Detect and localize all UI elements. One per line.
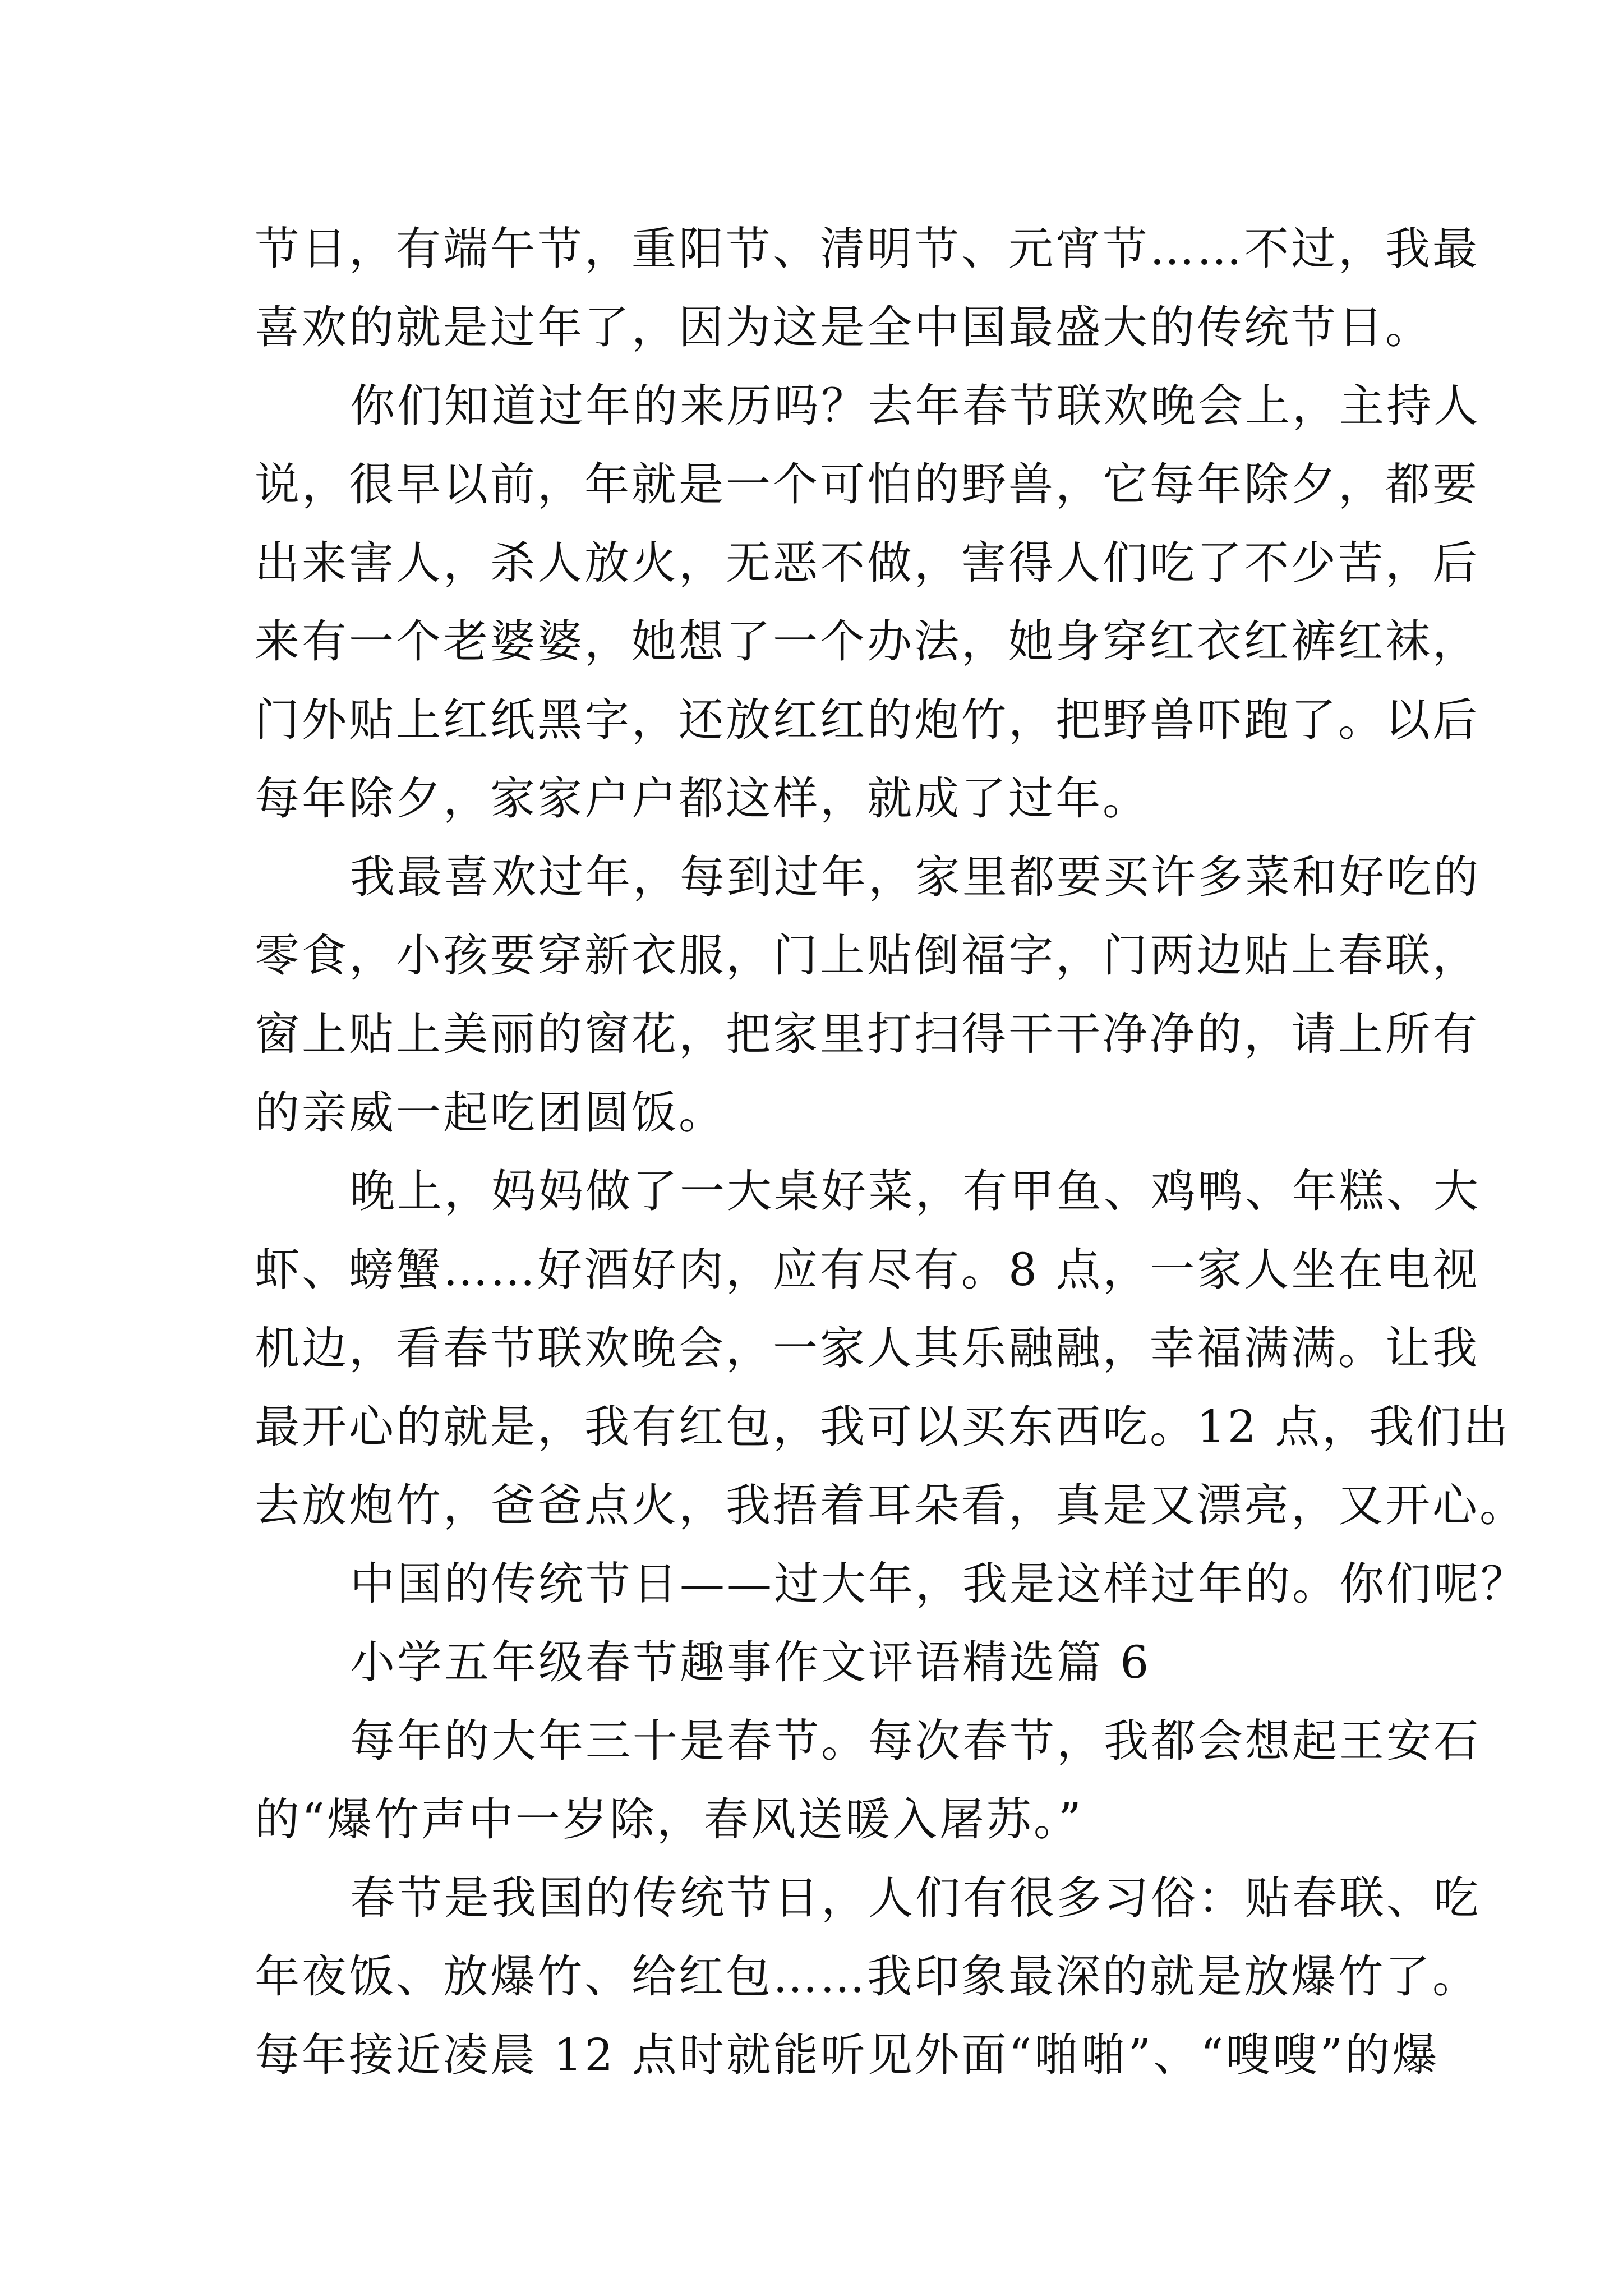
paragraph-start-line: 晚上，妈妈做了一大桌好菜，有甲鱼、鸡鸭、年糕、大 — [350, 1165, 1481, 1217]
paragraph-start-line: 我最喜欢过年，每到过年，家里都要买许多菜和好吃的 — [350, 851, 1481, 903]
text-line: 每年接近凌晨 12 点时就能听见外面“啪啪”、“嗖嗖”的爆 — [255, 2029, 1440, 2081]
paragraph-start-line: 每年的大年三十是春节。每次春节，我都会想起王安石 — [350, 1715, 1481, 1767]
text-line: 喜欢的就是过年了，因为这是全中国最盛大的传统节日。 — [255, 301, 1432, 353]
text-line: 机边，看春节联欢晚会，一家人其乐融融，幸福满满。让我 — [255, 1322, 1479, 1374]
text-line: 节日，有端午节，重阳节、清明节、元宵节……不过，我最 — [255, 223, 1479, 275]
paragraph-start-line: 中国的传统节日——过大年，我是这样过年的。你们呢？ — [350, 1558, 1528, 1610]
text-line: 年夜饭、放爆竹、给红包……我印象最深的就是放爆竹了。 — [255, 1950, 1479, 2003]
text-line: 最开心的就是，我有红包，我可以买东西吃。12 点，我们出 — [255, 1401, 1511, 1453]
text-line: 说，很早以前，年就是一个可怕的野兽，它每年除夕，都要 — [255, 458, 1479, 510]
text-line: 出来害人，杀人放火，无恶不做，害得人们吃了不少苦，后 — [255, 537, 1479, 589]
text-line: 来有一个老婆婆，她想了一个办法，她身穿红衣红裤红袜， — [255, 615, 1479, 668]
text-line: 的亲威一起吃团圆饭。 — [255, 1087, 726, 1139]
text-line: 的“爆竹声中一岁除，春风送暖入屠苏。” — [255, 1793, 1083, 1846]
text-line: 零食，小孩要穿新衣服，门上贴倒福字，门两边贴上春联， — [255, 930, 1479, 982]
section-heading: 小学五年级春节趣事作文评语精选篇 6 — [350, 1636, 1151, 1688]
paragraph-start-line: 你们知道过年的来历吗？去年春节联欢晚会上，主持人 — [350, 380, 1481, 432]
text-line: 门外贴上红纸黑字，还放红红的炮竹，把野兽吓跑了。以后 — [255, 694, 1479, 746]
text-line: 窗上贴上美丽的窗花，把家里打扫得干干净净的，请上所有 — [255, 1008, 1479, 1060]
body-text — [255, 210, 1528, 2095]
text-line: 去放炮竹，爸爸点火，我捂着耳朵看，真是又漂亮，又开心。 — [255, 1479, 1527, 1531]
text-line: 虾、螃蟹……好酒好肉，应有尽有。8 点，一家人坐在电视 — [255, 1244, 1480, 1296]
paragraph-start-line: 春节是我国的传统节日，人们有很多习俗：贴春联、吃 — [350, 1872, 1481, 1924]
text-line: 每年除夕，家家户户都这样，就成了过年。 — [255, 772, 1150, 825]
